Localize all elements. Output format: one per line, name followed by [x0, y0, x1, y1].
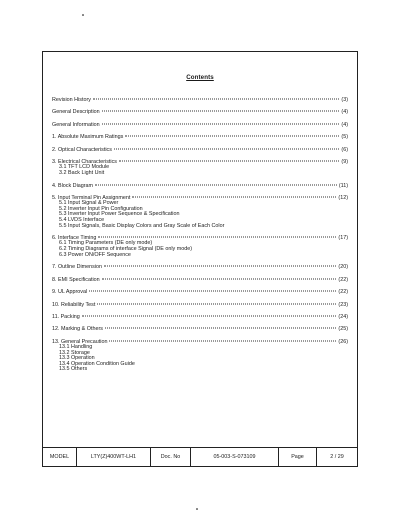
toc-entry-row [52, 122, 348, 128]
toc-entry-page: (22) [338, 289, 348, 296]
toc-entry-row [52, 134, 348, 140]
dot-leader [98, 237, 336, 238]
page-label: Page [279, 448, 317, 466]
toc-entry [52, 122, 348, 128]
doc-number-value: 05-003-S-073109 [191, 448, 279, 466]
toc-entry-page: (17) [338, 235, 348, 242]
toc-subsections [52, 165, 348, 176]
toc-subsection: 5.2 Inverter Input Pin Configuration [59, 205, 143, 212]
toc-entry-label: General Description [52, 109, 100, 116]
toc-subsection: 13.3 Operation [59, 355, 95, 362]
toc-entry-label: 4. Block Diagram [52, 182, 94, 189]
content-frame [42, 51, 358, 467]
toc-entry-row [52, 289, 348, 295]
toc-entry-page: (23) [338, 301, 348, 308]
toc-entry-label: 12. Marking & Others [52, 326, 103, 333]
toc-entry [52, 97, 348, 103]
dot-leader [132, 196, 336, 197]
page-title: Contents [186, 74, 214, 81]
toc-entry-page: (20) [338, 264, 348, 271]
toc-entry-row [52, 326, 348, 332]
toc-entry-label: Revision History [52, 97, 91, 103]
doc-number-label: Doc. No [151, 448, 191, 466]
toc-entry [52, 134, 348, 140]
scan-speck [196, 508, 198, 510]
toc-subsection: 6.2 Timing Diagrams of interface Signal (DE only mode) [59, 246, 193, 253]
toc-entry [52, 235, 348, 258]
toc-entry [52, 183, 348, 189]
toc-subsection: 3.2 Back Light Unit [59, 169, 105, 176]
toc-entry-page: (24) [338, 314, 348, 321]
toc-entry-row [52, 147, 348, 153]
toc-entry [52, 302, 348, 308]
document-footer [43, 447, 357, 466]
toc-subsection: 6.1 Timing Parameters (DE only mode) [59, 240, 153, 247]
toc-entry-label: 5. Input Terminal Pin Assignment [52, 194, 131, 201]
toc-entry-page: (9) [341, 158, 348, 165]
dot-leader [95, 184, 337, 185]
toc-entry-page: (3) [341, 97, 348, 103]
toc-entry-row [52, 314, 348, 320]
toc-entry [52, 289, 348, 295]
toc-entry-row [52, 302, 348, 308]
toc-subsections [52, 241, 348, 258]
toc-entry-label: 11. Packing [52, 314, 80, 321]
scan-speck [82, 14, 84, 16]
toc-entry-page: (6) [341, 146, 348, 153]
model-label: MODEL [43, 448, 77, 466]
toc-subsection: 13.5 Others [59, 366, 88, 373]
toc-subsection: 5.1 Input Signal & Power [59, 200, 119, 207]
toc-subsection: 5.4 LVDS Interface [59, 216, 105, 223]
toc-subsection: 5.3 Inverter Input Power Sequence & Specification [59, 211, 180, 218]
page-number-value: 2 / 29 [330, 454, 344, 460]
toc-entry [52, 314, 348, 320]
toc-subsection: 13.4 Operation Condition Guide [59, 360, 135, 367]
toc-entry [52, 264, 348, 270]
toc-entry-page: (25) [338, 326, 348, 333]
toc-entry-label: 13. General Precaution [52, 338, 108, 345]
toc-entry [52, 339, 348, 373]
toc-entry-row [52, 109, 348, 115]
table-of-contents [52, 97, 348, 379]
toc-entry-label: 10. Reliability Test [52, 301, 96, 308]
toc-entry-label: 9. UL Approval [52, 289, 88, 296]
toc-entry-page: (26) [338, 338, 348, 345]
toc-entry-row [52, 264, 348, 270]
dot-leader [93, 99, 339, 100]
toc-entry-label: 6. Interface Timing [52, 235, 97, 242]
dot-leader [102, 111, 340, 112]
toc-entry [52, 326, 348, 332]
toc-subsection: 3.1 TFT LCD Module [59, 164, 110, 171]
dot-leader [109, 340, 336, 341]
toc-subsections [52, 345, 348, 373]
toc-entry [52, 195, 348, 229]
toc-entry-row [52, 183, 348, 189]
toc-entry-label: 3. Electrical Characteristics [52, 158, 118, 165]
toc-entry-page: (4) [341, 121, 348, 128]
dot-leader [82, 316, 337, 317]
toc-entry-label: 8. EMI Specification [52, 276, 100, 283]
toc-entry [52, 147, 348, 153]
toc-entry-label: 2. Optical Characteristics [52, 146, 112, 153]
toc-subsections [52, 201, 348, 229]
dot-leader [119, 160, 339, 161]
dot-leader [102, 278, 337, 279]
toc-subsection: 6.3 Power ON/OFF Sequence [59, 251, 131, 258]
dot-leader [114, 148, 339, 149]
toc-entry-label: General Information [52, 121, 100, 128]
toc-entry-page: (4) [341, 109, 348, 116]
toc-entry-page: (11) [338, 182, 348, 189]
toc-subsection: 5.5 Input Signals, Basic Display Colors and Gray Scale of Each Color [59, 222, 225, 229]
toc-entry-label: 1. Absolute Maximum Ratings [52, 134, 124, 141]
model-value: LTY(Z)400WT-LH1 [77, 448, 151, 466]
toc-entry-page: (5) [341, 134, 348, 141]
toc-subsection: 13.2 Storage [59, 349, 90, 356]
toc-entry-page: (12) [338, 194, 348, 201]
toc-entry-label: 7. Outline Dimension [52, 264, 103, 271]
dot-leader [89, 291, 336, 292]
toc-entry-page: (22) [338, 276, 348, 283]
dot-leader [97, 303, 336, 304]
dot-leader [102, 123, 340, 124]
toc-entry [52, 109, 348, 115]
toc-entry-row [52, 97, 348, 103]
dot-leader [104, 266, 336, 267]
toc-entry-row [52, 277, 348, 283]
toc-entry [52, 159, 348, 176]
dot-leader [125, 136, 339, 137]
toc-subsection: 13.1 Handling [59, 344, 93, 350]
toc-entry [52, 277, 348, 283]
dot-leader [105, 328, 336, 329]
